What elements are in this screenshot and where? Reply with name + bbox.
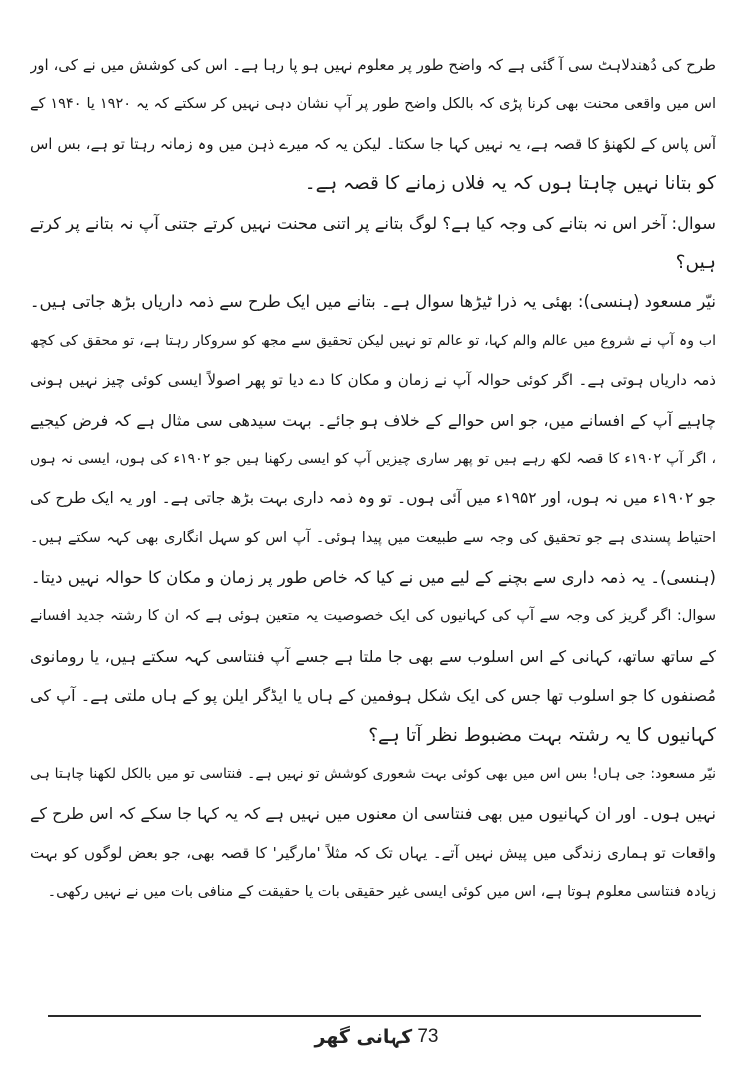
text-line: کو بتانا نہیں چاہتا ہوں کہ یہ فلاں زمانے کا قصہ ہے۔: [304, 173, 716, 195]
body-text: [30, 46, 716, 913]
text-line: آس پاس کے لکھنؤ کا قصہ ہے، یہ نہیں کہا جا سکتا۔ لیکن یہ کہ میرے ذہن میں وہ زمانہ رہتا تو ہے، بس اس: [30, 134, 716, 153]
text-line: ذمہ داریاں ہوتی ہے۔ اگر کوئی حوالہ آپ نے زمان و مکان کا دے دیا تو پھر اصولاً ایسی کوئی چیز نہیں ہونی: [30, 371, 716, 390]
footer-divider: [48, 1015, 701, 1017]
text-line: کے ساتھ ساتھ، کہانی کے اس اسلوب سے بھی جا ملتا ہے جسے آپ فنتاسی کہہ سکتے ہیں، یا رومانوی: [30, 646, 716, 666]
text-line: ہیں؟: [675, 251, 716, 273]
text-line: نہیں ہوں۔ اور ان کہانیوں میں بھی فنتاسی ان معنوں میں نہیں ہے کہ یہ کہا جا سکے کہ اس طرح کے: [30, 804, 716, 824]
text-line: کہانیوں کا یہ رشتہ بہت مضبوط نظر آتا ہے؟: [368, 724, 716, 746]
text-line: جو ۱۹۰۲ء میں نہ ہوں، اور ۱۹۵۲ء میں آئی ہوں۔ تو وہ ذمہ داری بہت بڑھ جاتی ہے۔ اور یہ ایک طرح کی: [30, 489, 716, 508]
text-line: اس میں واقعی محنت بھی کرنا پڑی کہ بالکل واضح طور پر آپ نشان دہی نہیں کر سکتے کہ یہ ۱۹۲۰ یا ۱۹۴۰ کے: [30, 96, 716, 113]
answer-line: نیّر مسعود (ہنسی): بھئی یہ ذرا ٹیڑھا سوال ہے۔ بتانے میں ایک طرح سے ذمہ داریاں بڑھ جاتی ہیں۔: [30, 292, 716, 312]
text-line: (ہنسی)۔ یہ ذمہ داری سے بچنے کے لیے میں نے کیا کہ خاص طور پر زمان و مکان کا حوالہ نہیں دیتا۔: [30, 568, 716, 588]
text-line: چاہیے آپ کے افسانے میں، جو اس حوالے کے خلاف ہو جائے۔ بہت سیدھی سی مثال ہے کہ فرض کیجیے: [30, 410, 716, 430]
question-line: سوال: آخر اس نہ بتانے کی وجہ کیا ہے؟ لوگ بتانے پر اتنی محنت نہیں کرتے جتنی آپ نہ بتانے پر کرتے: [30, 213, 716, 233]
running-title: کہانی گھر: [314, 1026, 413, 1048]
question-line: سوال: اگر گریز کی وجہ سے آپ کی کہانیوں کی ایک خصوصیت یہ متعین ہوئی ہے کہ ان کا رشتہ جدید افسانے: [30, 608, 716, 625]
text-line: مُصنفوں کا جو اسلوب تھا جس کی ایک شکل ہوفمین کے ہاں یا ایڈگر ایلن پو کے ہاں ملتی ہے۔ آپ کی: [30, 686, 716, 706]
text-line: احتیاط پسندی ہے جو تحقیق کی وجہ سے طبیعت میں پیدا ہوئی۔ آپ اس کو سہل انگاری بھی کہہ سکتے ہیں۔: [30, 529, 716, 546]
text-line: اب وہ آپ نے شروع میں عالم والم کہا، تو عالم تو نہیں لیکن تحقیق سے مجھ کو سروکار رہتا ہے، تو محقق کی کچھ: [30, 332, 716, 349]
text-line: زیادہ فنتاسی معلوم ہوتا ہے، اس میں کوئی ایسی غیر حقیقی بات یا حقیقت کے منافی بات میں نے نہیں رکھی۔: [47, 884, 716, 901]
page-number: 73: [417, 1026, 439, 1047]
page-footer: [0, 1026, 741, 1058]
text-line: طرح کی دُھندلاہٹ سی آ گئی ہے کہ واضح طور پر معلوم نہیں ہو پا رہا ہے۔ اس کی کوشش میں نے کی، اور: [30, 56, 716, 74]
answer-line: نیّر مسعود: جی ہاں! بس اس میں بھی کوئی بہت شعوری کوشش تو نہیں ہے۔ فنتاسی تو میں بالکل لکھنا چاہتا ہی: [30, 766, 716, 783]
text-line: ، اگر آپ ۱۹۰۲ء کا قصہ لکھ رہے ہیں تو پھر ساری چیزیں آپ کو ایسی رکھنا ہیں جو ۱۹۰۲ء کی ہوں، ایسی نہ ہوں: [30, 450, 716, 467]
text-line: واقعات تو ہماری زندگی میں پیش نہیں آتے۔ یہاں تک کہ مثلاً 'مارگیر' کا قصہ بھی، جو بعض لوگوں کو بہت: [30, 843, 716, 862]
